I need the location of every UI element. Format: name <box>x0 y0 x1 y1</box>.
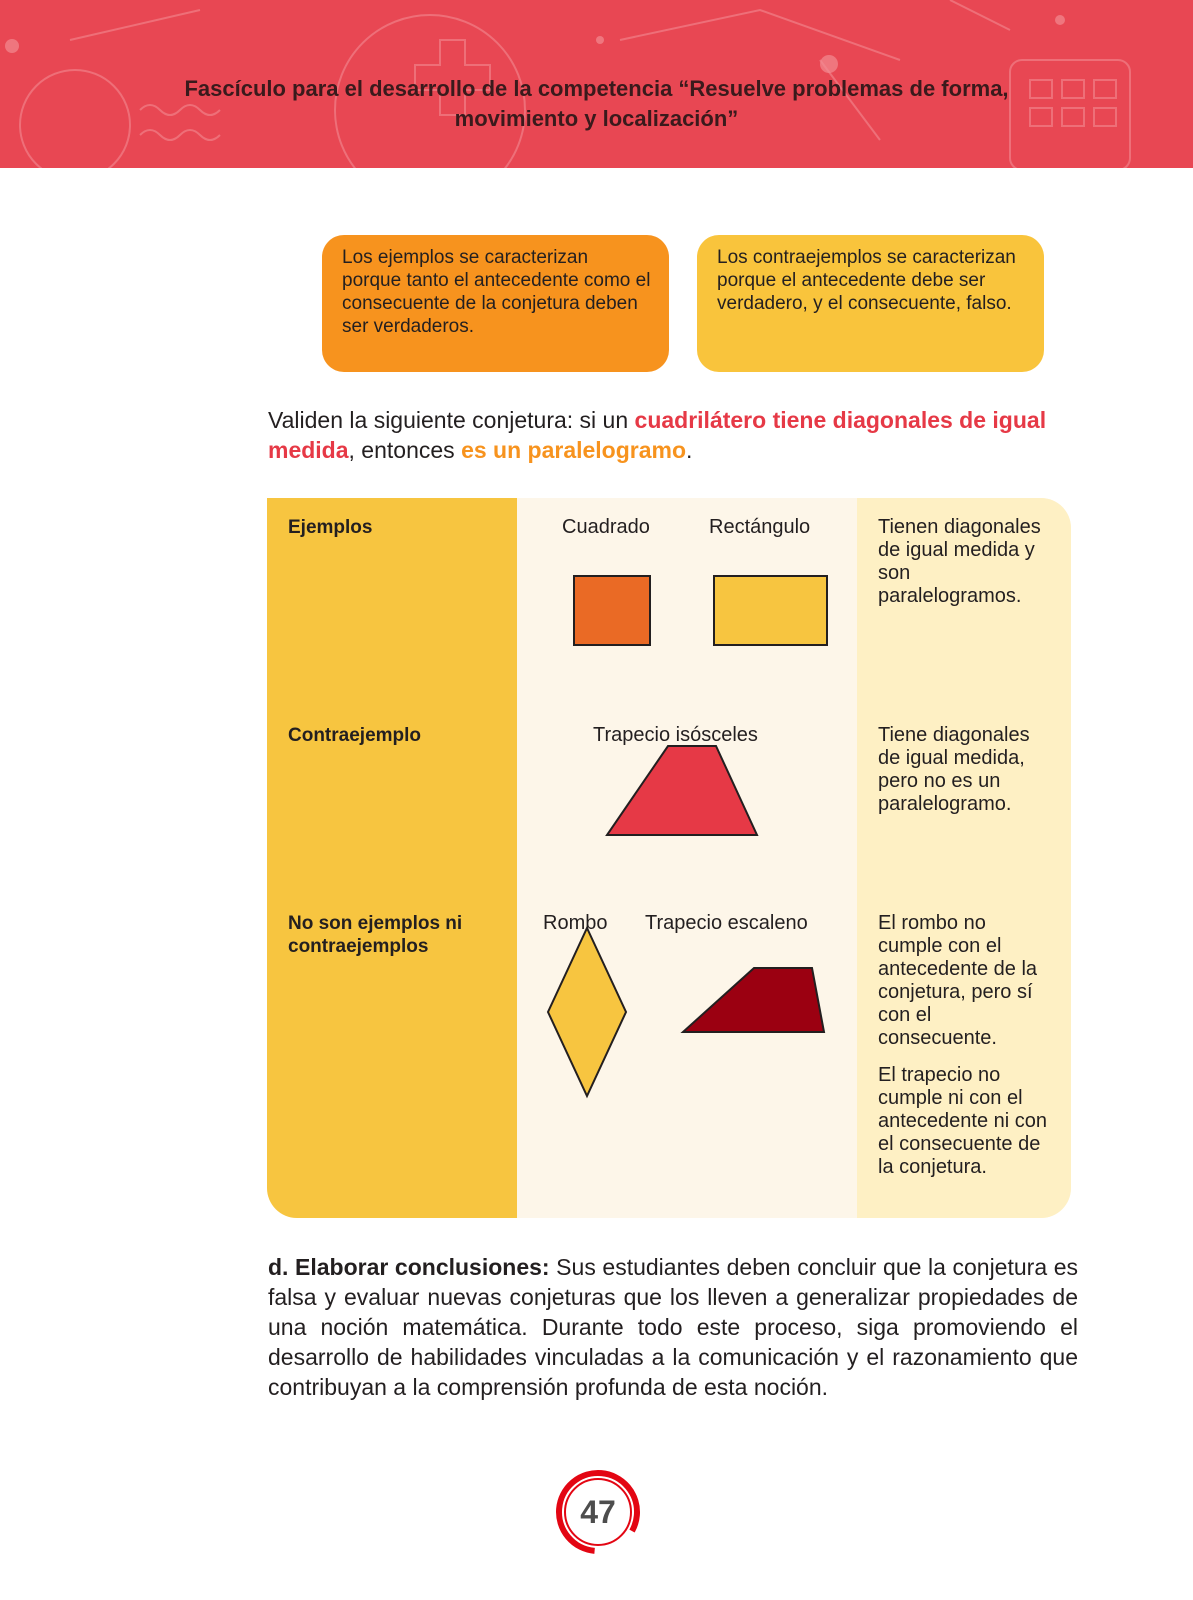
rectangle-shape <box>714 576 827 645</box>
shape-label-square: Cuadrado <box>562 516 650 538</box>
description-examples: Tienen diagonales de igual medida y son paralelogramos. <box>878 516 1041 607</box>
row-label-examples: Ejemplos <box>288 517 373 538</box>
prompt-text-3: . <box>686 437 693 463</box>
counterexamples-note-box: Los contraejemplos se caracterizan porque el antecedente debe ser verdadero, y el consecuente, falso. <box>697 235 1044 372</box>
conjecture-prompt <box>268 405 1078 465</box>
conclusion-paragraph <box>268 1252 1078 1402</box>
conclusion-heading: d. Elaborar conclusiones: <box>268 1254 550 1280</box>
description-scalene-trapezoid: El trapecio no cumple ni con el antecedente ni con el consecuente de la conjetura. <box>878 1064 1048 1178</box>
row-label-counterexample: Contraejemplo <box>288 725 422 746</box>
examples-note-box: Los ejemplos se caracterizan porque tanto el antecedente como el consecuente de la conjetura deben ser verdaderos. <box>322 235 669 372</box>
prompt-text-2: , entonces <box>348 437 462 463</box>
prompt-antecedent-highlight: cuadrilátero tiene diagonales de igual medida <box>268 407 1047 463</box>
shape-label-rectangle: Rectángulo <box>709 516 811 538</box>
isosceles-trapezoid-shape <box>607 746 757 835</box>
shape-label-isosceles-trapezoid: Trapecio isósceles <box>593 724 758 746</box>
shape-label-scalene-trapezoid: Trapecio escaleno <box>645 912 808 934</box>
page-title-line-2: movimiento y localización” <box>454 106 739 131</box>
page-title-line-1: Fascículo para el desarrollo de la competencia “Resuelve problemas de forma, <box>184 76 1009 101</box>
page-number-badge <box>554 1467 642 1557</box>
page-title <box>60 74 1133 134</box>
page-header <box>0 0 1193 168</box>
conjecture-validation-table <box>267 498 1071 1218</box>
shape-label-rhombus: Rombo <box>543 912 608 934</box>
rhombus-shape <box>548 928 626 1096</box>
page-number: 47 <box>580 1494 616 1530</box>
row-label-non-examples: No son ejemplos ni contraejemplos <box>288 913 463 957</box>
description-rhombus: El rombo no cumple con el antecedente de la conjetura, pero sí con el consecuente. <box>878 912 1038 1049</box>
prompt-text-1: Validen la siguiente conjetura: si un <box>268 407 635 433</box>
square-shape <box>574 576 650 645</box>
prompt-consequent-highlight: es un paralelogramo <box>461 437 687 463</box>
description-counterexample: Tiene diagonales de igual medida, pero no es un paralelogramo. <box>878 724 1030 815</box>
conclusion-text: Sus estudiantes deben concluir que la conjetura es falsa y evaluar nuevas conjeturas que los lleven a generalizar propiedades de una noción matemática. Durante todo este proceso, siga promoviendo el desarrollo de habilidades vinculadas a la comunicación y el razonamiento que contribuyan a la comprensión profunda de esta noción. <box>268 1254 1078 1400</box>
scalene-trapezoid-shape <box>683 968 824 1032</box>
